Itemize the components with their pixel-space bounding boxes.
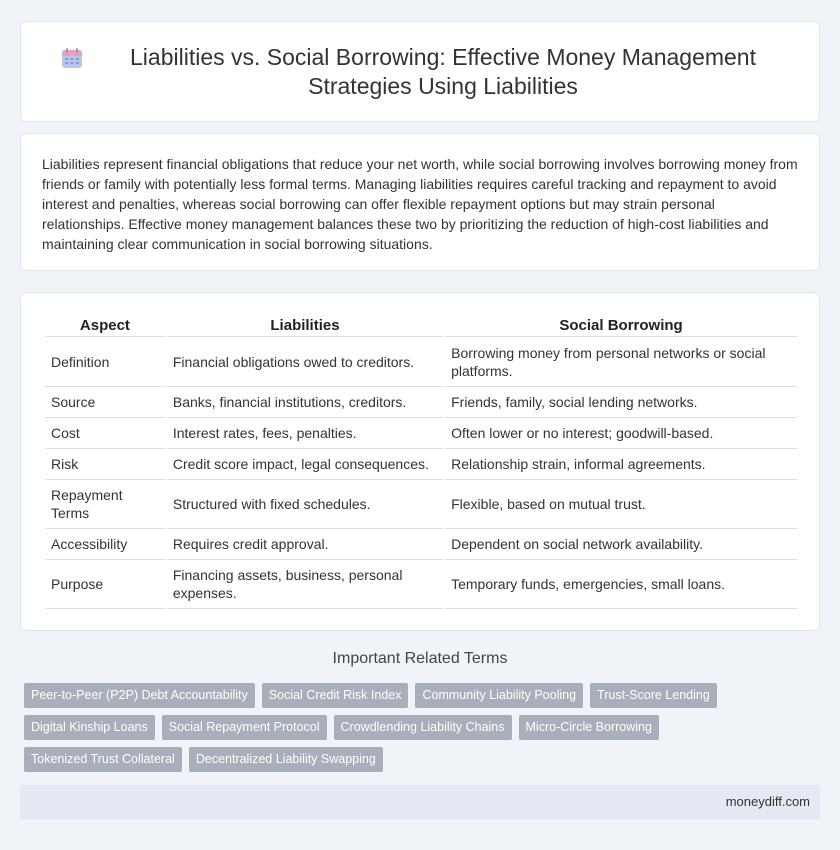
related-term-tag[interactable]: Tokenized Trust Collateral — [24, 747, 182, 772]
comparison-table — [43, 313, 799, 609]
table-cell-liabilities: Credit score impact, legal consequences. — [167, 449, 443, 480]
intro-paragraph: Liabilities represent financial obligations that reduce your net worth, while social borrowing involves borrowing money from friends or family with potentially less formal terms. Managing liabilities requires careful tracking and repayment to avoid interest and penalties, whereas social borrowing can offer flexible repayment options but may strain personal relationships. Effective money management balances these two by prioritizing the reduction of high-cost liabilities and maintaining clear communication in social borrowing situations. — [42, 156, 798, 252]
table-row — [45, 418, 797, 449]
table-row — [45, 480, 797, 529]
table-cell-liabilities: Financing assets, business, personal expenses. — [167, 560, 443, 609]
table-cell-social-borrowing: Flexible, based on mutual trust. — [445, 480, 797, 529]
table-cell-social-borrowing: Temporary funds, emergencies, small loans. — [445, 560, 797, 609]
related-term-tag[interactable]: Decentralized Liability Swapping — [189, 747, 383, 772]
table-row — [45, 529, 797, 560]
table-cell-aspect: Definition — [45, 337, 165, 387]
header-aspect: Aspect — [45, 313, 165, 337]
table-cell-liabilities: Structured with fixed schedules. — [167, 480, 443, 529]
table-row — [45, 337, 797, 387]
header-social-borrowing: Social Borrowing — [445, 313, 797, 337]
comparison-table-card — [20, 292, 820, 631]
related-term-tag[interactable]: Community Liability Pooling — [415, 683, 583, 708]
table-header-row — [45, 313, 797, 337]
table-cell-aspect: Repayment Terms — [45, 480, 165, 529]
related-terms-title: Important Related Terms — [332, 650, 508, 667]
table-cell-aspect: Risk — [45, 449, 165, 480]
table-cell-liabilities: Requires credit approval. — [167, 529, 443, 560]
related-term-tag[interactable]: Social Repayment Protocol — [162, 715, 327, 740]
related-term-tag[interactable]: Digital Kinship Loans — [24, 715, 155, 740]
page-title: Liabilities vs. Social Borrowing: Effective Money Management Strategies Using Liabilities — [130, 43, 756, 99]
table-row — [45, 560, 797, 609]
table-cell-aspect: Purpose — [45, 560, 165, 609]
table-cell-social-borrowing: Borrowing money from personal networks or social platforms. — [445, 337, 797, 387]
header-liabilities: Liabilities — [167, 313, 443, 337]
related-term-tag[interactable]: Micro-Circle Borrowing — [519, 715, 659, 740]
table-cell-social-borrowing: Often lower or no interest; goodwill-based. — [445, 418, 797, 449]
related-term-tag[interactable]: Trust-Score Lending — [590, 683, 717, 708]
related-term-tag[interactable]: Crowdlending Liability Chains — [334, 715, 512, 740]
table-cell-social-borrowing: Dependent on social network availability. — [445, 529, 797, 560]
header-card — [20, 21, 820, 122]
intro-card — [20, 133, 820, 271]
table-cell-aspect: Accessibility — [45, 529, 165, 560]
footer-site-link[interactable]: moneydiff.com — [725, 794, 810, 809]
table-cell-social-borrowing: Friends, family, social lending networks. — [445, 387, 797, 418]
table-cell-social-borrowing: Relationship strain, informal agreements. — [445, 449, 797, 480]
table-cell-liabilities: Interest rates, fees, penalties. — [167, 418, 443, 449]
related-term-tag[interactable]: Peer-to-Peer (P2P) Debt Accountability — [24, 683, 255, 708]
table-cell-aspect: Cost — [45, 418, 165, 449]
table-cell-aspect: Source — [45, 387, 165, 418]
table-cell-liabilities: Banks, financial institutions, creditors. — [167, 387, 443, 418]
calendar-icon — [61, 47, 83, 69]
footer — [20, 785, 820, 819]
related-terms-list — [24, 683, 824, 779]
table-row — [45, 449, 797, 480]
related-term-tag[interactable]: Social Credit Risk Index — [262, 683, 409, 708]
table-row — [45, 387, 797, 418]
table-cell-liabilities: Financial obligations owed to creditors. — [167, 337, 443, 387]
